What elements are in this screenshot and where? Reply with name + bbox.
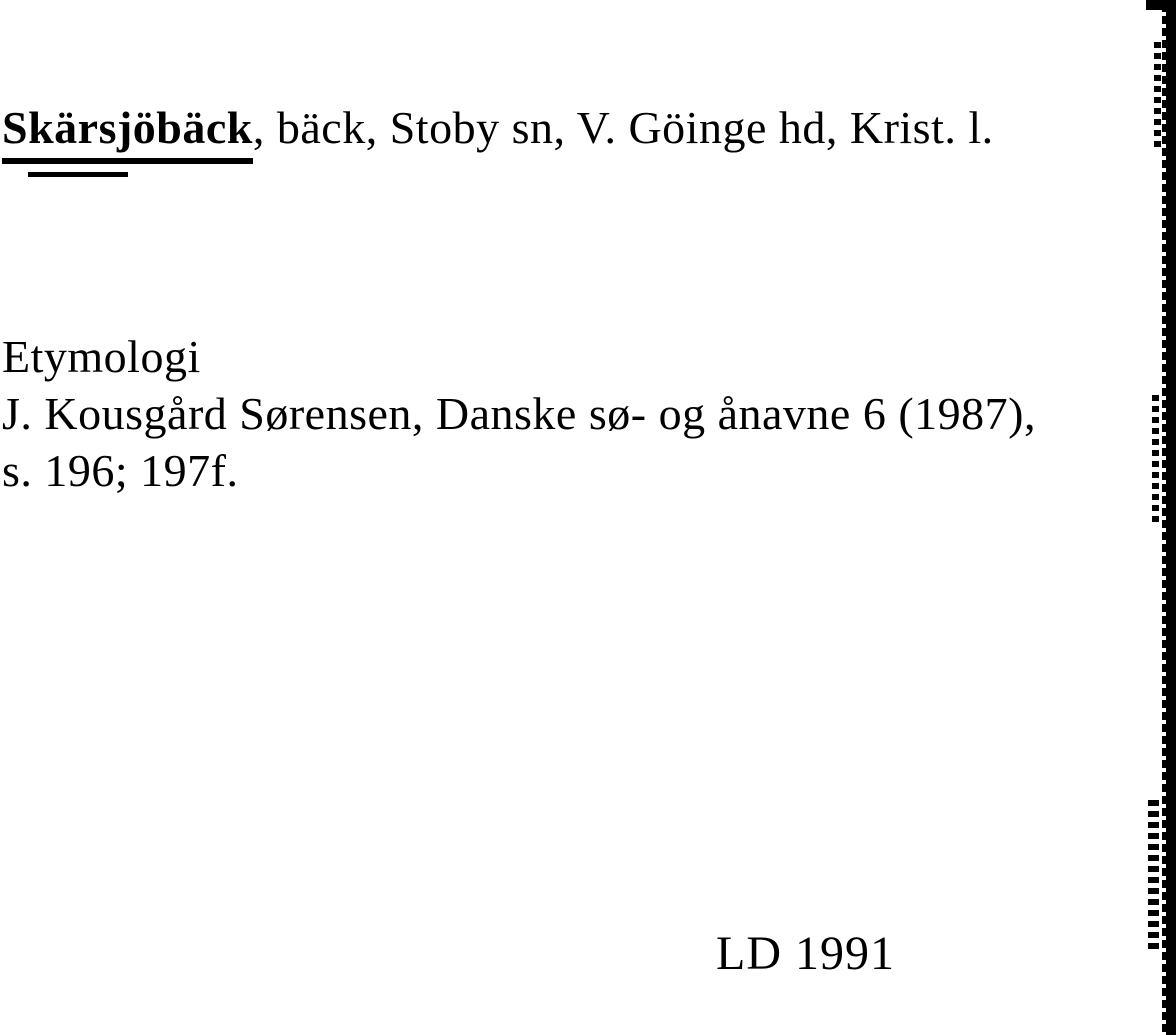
scan-speck [28,172,128,177]
etymology-reference-line2: s. 196; 197f. [2,445,239,496]
scan-speck [1146,0,1168,10]
headword: Skärsjöbäck [2,98,253,164]
etymology-block [2,328,1142,499]
heading-line [2,98,1122,164]
etymology-label: Etymologi [2,331,201,382]
etymology-reference-line1: J. Kousgård Sørensen, Danske sø- og ånavne 6 (1987), [2,388,1036,439]
scan-speck [1154,42,1161,152]
scan-edge-artifact [1162,0,1176,1035]
scan-speck [1148,800,1159,950]
signature: LD 1991 [716,927,895,980]
heading-text: , bäck, Stoby sn, V. Göinge hd, Krist. l. [252,102,994,153]
scan-speck [1152,395,1159,525]
